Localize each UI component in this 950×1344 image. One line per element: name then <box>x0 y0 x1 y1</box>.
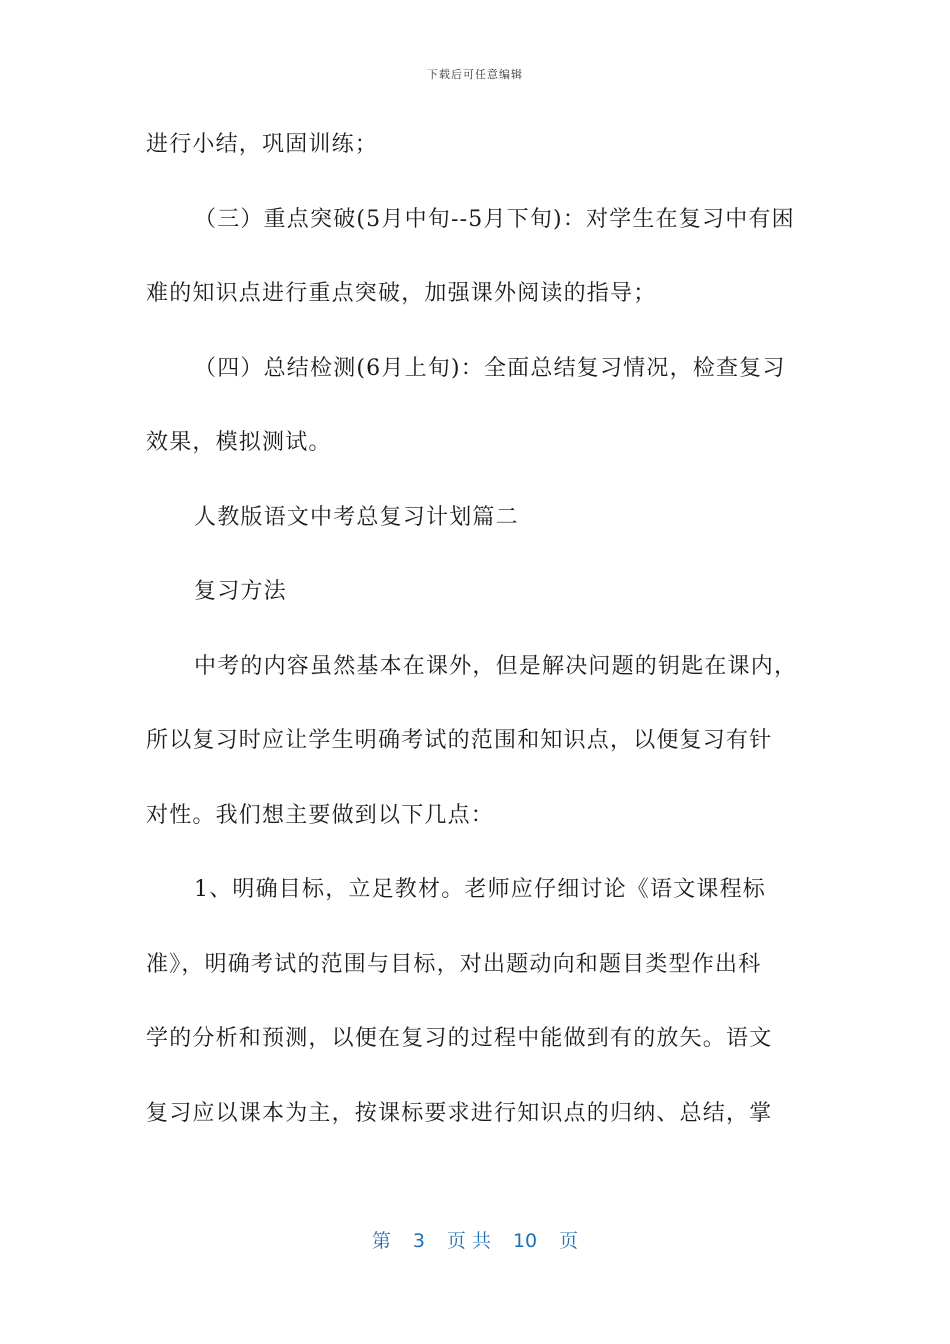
page-footer <box>0 1226 950 1253</box>
text-line: 所以复习时应让学生明确考试的范围和知识点，以便复习有针 <box>146 728 773 753</box>
footer-prefix: 第 <box>371 1230 391 1252</box>
current-page-number: 3 <box>412 1230 425 1252</box>
text-line: 进行小结，巩固训练； <box>146 132 379 157</box>
text-line: 准》，明确考试的范围与目标，对出题动向和题目类型作出科 <box>146 951 762 977</box>
text-line: （三）重点突破(5月中旬--5月下旬)：对学生在复习中有困 <box>194 206 795 232</box>
text-line: 效果，模拟测试。 <box>146 430 332 455</box>
text-line: 对性。我们想主要做到以下几点： <box>146 802 495 828</box>
text-line: 1、明确目标，立足教材。老师应仔细讨论《语文课程标 <box>194 877 766 902</box>
footer-middle: 页 共 <box>446 1230 491 1252</box>
document-body <box>146 126 806 1169</box>
page-header-note: 下载后可任意编辑 <box>427 68 523 81</box>
total-pages-number: 10 <box>512 1230 538 1252</box>
footer-suffix: 页 <box>559 1230 579 1252</box>
text-line: 学的分析和预测，以便在复习的过程中能做到有的放矢。语文 <box>146 1026 773 1051</box>
section-title: 人教版语文中考总复习计划篇二 <box>194 504 519 530</box>
text-line: 中考的内容虽然基本在课外，但是解决问题的钥匙在课内， <box>194 653 798 679</box>
text-line: （四）总结检测(6月上旬)：全面总结复习情况，检查复习 <box>194 355 786 381</box>
subsection-title: 复习方法 <box>194 579 287 604</box>
text-line: 难的知识点进行重点突破，加强课外阅读的指导； <box>146 281 657 306</box>
text-line: 复习应以课本为主，按课标要求进行知识点的归纳、总结，掌 <box>146 1100 773 1126</box>
